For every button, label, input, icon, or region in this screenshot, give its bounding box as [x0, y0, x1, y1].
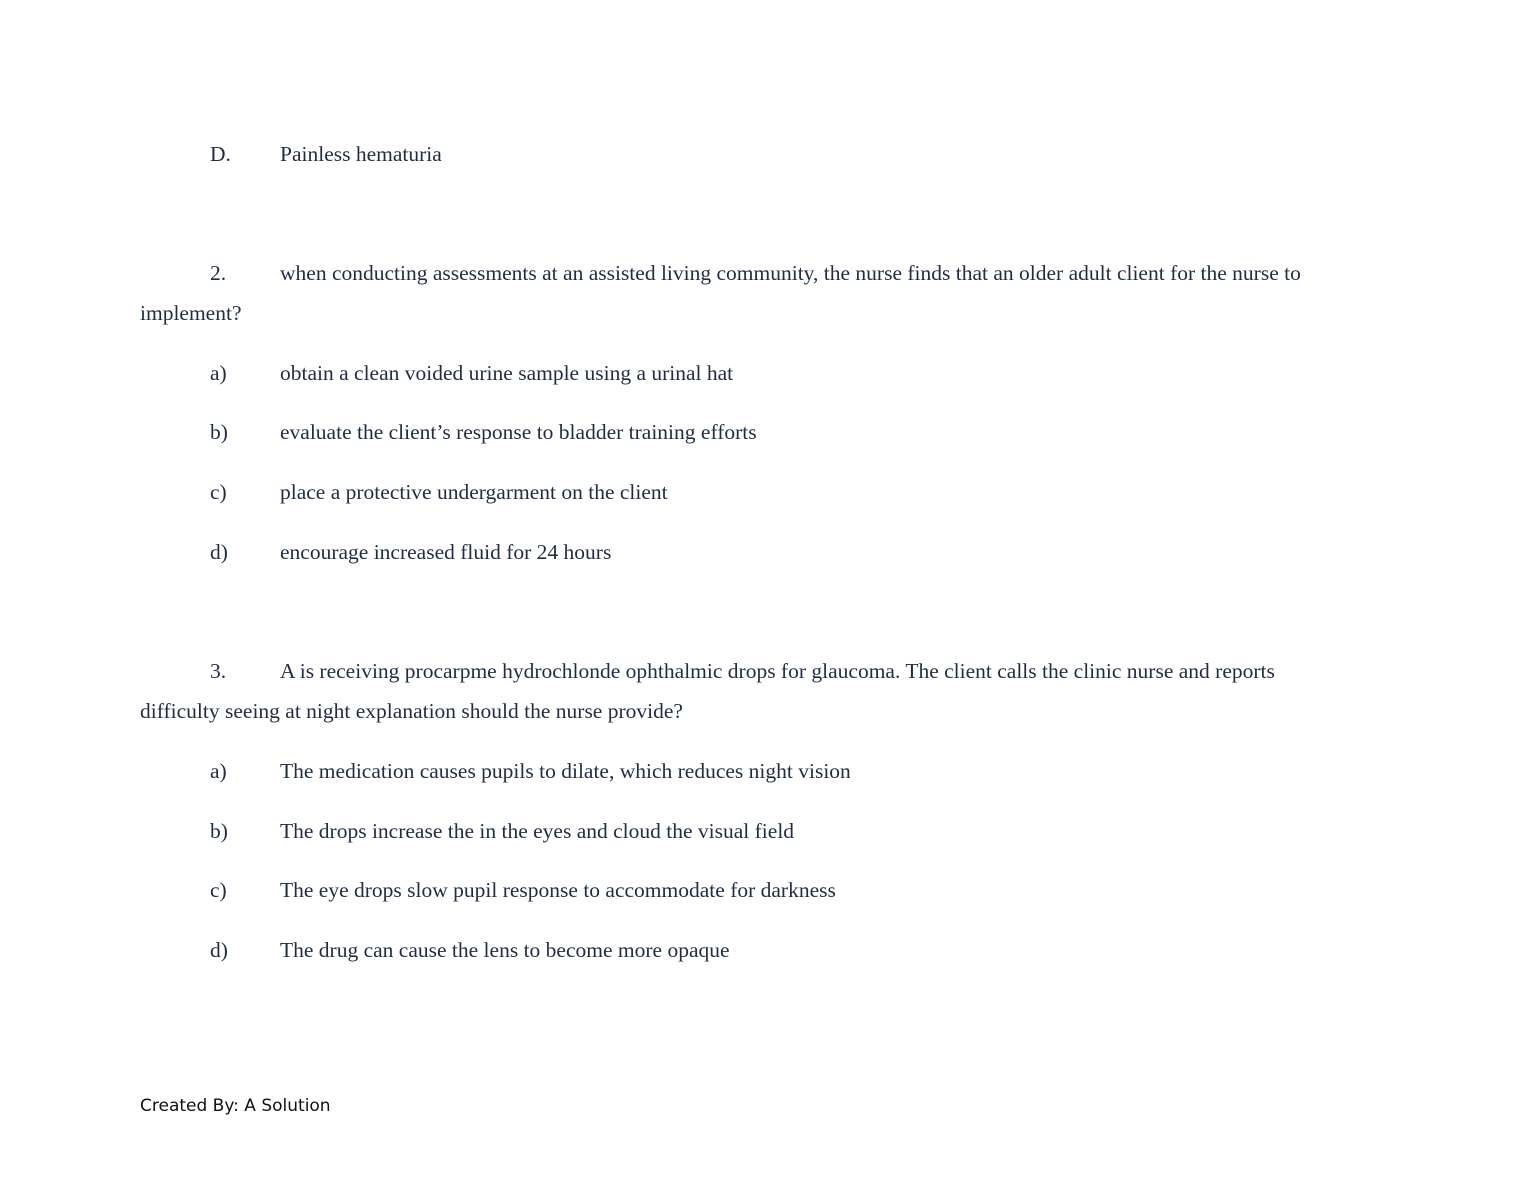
question-3-stem — [140, 651, 1400, 731]
option-text: place a protective undergarment on the client — [280, 480, 668, 504]
option-text: obtain a clean voided urine sample using a urinal hat — [280, 361, 734, 385]
question-2-stem — [140, 253, 1400, 333]
option-text: Painless hematuria — [280, 142, 442, 166]
page-footer: Created By: A Solution — [140, 1096, 331, 1116]
question-stem-line-2: difficulty seeing at night explanation should the nurse provide? — [140, 699, 683, 723]
question-number: 3. — [210, 659, 227, 683]
option-text: The medication causes pupils to dilate, which reduces night vision — [280, 759, 851, 783]
question-number: 2. — [210, 261, 227, 285]
option-marker: b) — [210, 819, 228, 843]
option-text: evaluate the client’s response to bladder training efforts — [280, 420, 757, 444]
question-stem-line-1: A is receiving procarpme hydrochlonde ophthalmic drops for glaucoma. The client calls the clinic nurse and reports — [280, 659, 1275, 683]
option-marker: D. — [210, 142, 231, 166]
option-marker: c) — [210, 878, 227, 902]
option-text: The eye drops slow pupil response to accommodate for darkness — [280, 878, 836, 902]
option-marker: d) — [210, 540, 228, 564]
option-marker: a) — [210, 361, 227, 385]
option-text: encourage increased fluid for 24 hours — [280, 540, 612, 564]
question-stem-line-2: implement? — [140, 301, 242, 325]
option-marker: d) — [210, 938, 228, 962]
option-marker: b) — [210, 420, 228, 444]
option-marker: c) — [210, 480, 227, 504]
option-marker: a) — [210, 759, 227, 783]
option-text: The drops increase the in the eyes and cloud the visual field — [280, 819, 795, 843]
question-stem-line-1: when conducting assessments at an assisted living community, the nurse finds that an older adult client for the nurse to — [280, 261, 1301, 285]
option-text: The drug can cause the lens to become more opaque — [280, 938, 730, 962]
